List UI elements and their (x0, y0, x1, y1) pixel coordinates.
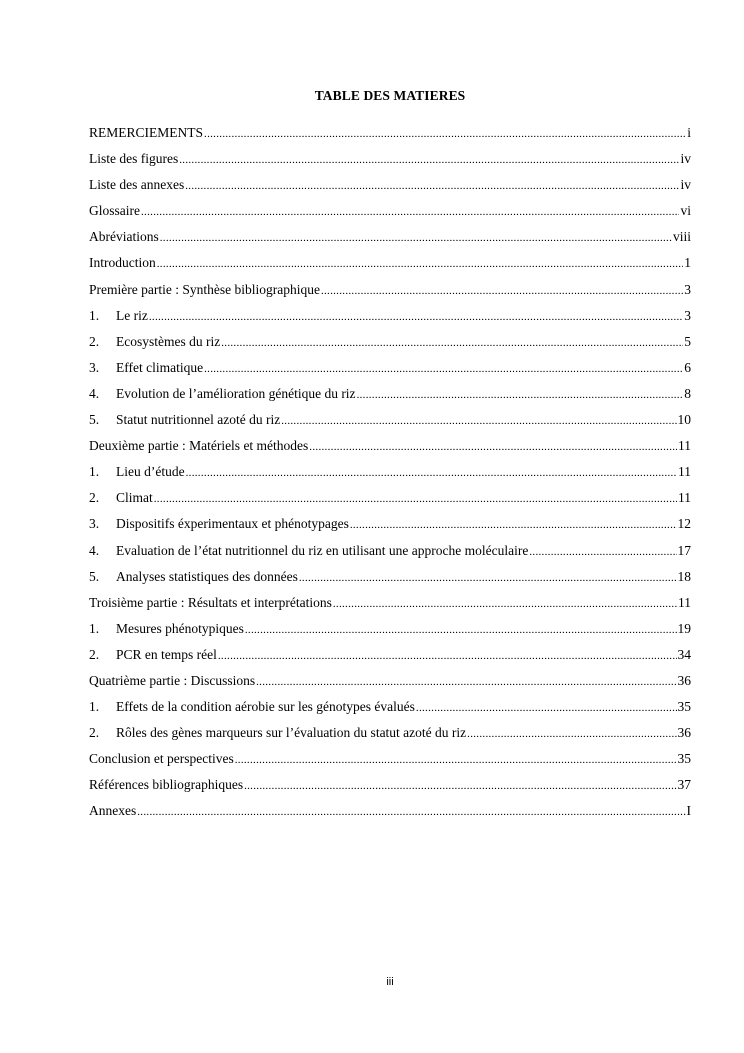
toc-entry-number: 5. (89, 568, 100, 584)
toc-entry-number: 1. (89, 307, 100, 323)
dot-leader (416, 699, 677, 717)
toc-entry-number: 2. (89, 490, 100, 506)
toc-entry-number: 2. (89, 646, 100, 662)
dot-leader (245, 621, 677, 639)
toc-entry-page: 17 (677, 542, 691, 558)
toc-entry-deuxieme-partie[interactable] (89, 437, 691, 463)
toc-entry-label: PCR en temps réel (116, 646, 217, 662)
toc-entry-page: 11 (678, 438, 691, 454)
page-title: TABLE DES MATIERES (314, 88, 466, 103)
toc-entry-abreviations[interactable] (89, 228, 691, 254)
toc-entry-number: 2. (89, 333, 100, 349)
dot-leader (350, 516, 677, 534)
toc-entry-conclusion[interactable] (89, 750, 691, 776)
toc-entry-page: 3 (684, 281, 691, 297)
dot-leader (218, 647, 677, 665)
dot-leader (321, 282, 683, 300)
dot-leader (529, 543, 676, 561)
toc-entry-page: 35 (677, 751, 691, 767)
toc-entry-page: 12 (677, 516, 691, 532)
dot-leader (137, 803, 685, 821)
toc-entry-label: Statut nutritionnel azoté du riz (116, 412, 281, 428)
toc-entry-dispositifs[interactable] (89, 515, 691, 541)
dot-leader (281, 412, 676, 430)
dot-leader (244, 777, 676, 795)
dot-leader (185, 177, 679, 195)
toc-entry-number: 4. (89, 542, 100, 558)
toc-entry-evolution[interactable] (89, 385, 691, 411)
toc-entry-label: Rôles des gènes marqueurs sur l’évaluation du statut azoté du riz (116, 725, 467, 741)
dot-leader (141, 203, 679, 221)
toc-entry-label: Liste des figures (89, 151, 179, 167)
toc-entry-label: Références bibliographiques (89, 777, 244, 793)
toc-entry-liste-annexes[interactable] (89, 176, 691, 202)
toc-entry-label: Première partie : Synthèse bibliographique (89, 281, 320, 297)
toc-entry-label: Abréviations (89, 229, 159, 245)
toc-entry-troisieme-partie[interactable] (89, 594, 691, 620)
toc-entry-page: iv (680, 177, 691, 193)
toc-entry-number: 5. (89, 412, 100, 428)
dot-leader (149, 308, 683, 326)
toc-entry-number: 4. (89, 385, 100, 401)
toc-entry-page: 3 (684, 307, 691, 323)
dot-leader (179, 151, 679, 169)
toc-entry-label: Analyses statistiques des données (116, 568, 298, 584)
toc-entry-evaluation-etat[interactable] (89, 542, 691, 568)
toc-entry-label: Conclusion et perspectives (89, 751, 234, 767)
toc-entry-page: 6 (684, 359, 691, 375)
toc-entry-climat[interactable] (89, 489, 691, 515)
toc-entry-number: 1. (89, 699, 100, 715)
toc-entry-page: 36 (677, 725, 691, 741)
toc-entry-label: Evolution de l’amélioration génétique du riz (116, 385, 356, 401)
toc-entry-number: 2. (89, 725, 100, 741)
toc-entry-label: Mesures phénotypiques (116, 620, 244, 636)
toc-entry-page: 34 (677, 646, 691, 662)
toc-entry-effets-condition[interactable] (89, 698, 691, 724)
toc-entry-number: 3. (89, 359, 100, 375)
toc-entry-roles-genes[interactable] (89, 724, 691, 750)
dot-leader (256, 673, 676, 691)
toc-entry-page: vi (680, 203, 691, 219)
toc-entry-label: Introduction (89, 255, 156, 271)
toc-entry-mesures-phenotypiques[interactable] (89, 620, 691, 646)
toc-entry-pcr[interactable] (89, 646, 691, 672)
toc-entry-page: 10 (677, 412, 691, 428)
toc-entry-annexes[interactable] (89, 802, 691, 828)
toc-entry-remerciements[interactable] (89, 124, 691, 150)
toc-entry-le-riz[interactable] (89, 307, 691, 333)
toc-entry-label: Effets de la condition aérobie sur les génotypes évalués (116, 699, 415, 715)
toc-entry-introduction[interactable] (89, 254, 691, 280)
toc-entry-label: Climat (116, 490, 153, 506)
toc-entry-statut-nutritionnel[interactable] (89, 411, 691, 437)
toc-entry-label: Effet climatique (116, 359, 204, 375)
toc-entry-number: 1. (89, 620, 100, 636)
toc-entry-number: 3. (89, 516, 100, 532)
toc-entry-label: REMERCIEMENTS (89, 125, 204, 140)
dot-leader (186, 464, 677, 482)
table-of-contents (89, 124, 691, 829)
page-number: iii (386, 976, 394, 988)
toc-entry-page: 37 (677, 777, 691, 793)
toc-entry-label: Le riz (116, 307, 148, 323)
toc-entry-label: Ecosystèmes du riz (116, 333, 221, 349)
toc-entry-references[interactable] (89, 776, 691, 802)
toc-entry-page: 11 (678, 464, 691, 480)
dot-leader (333, 595, 677, 613)
dot-leader (221, 334, 683, 352)
toc-entry-page: I (686, 803, 691, 819)
toc-entry-label: Glossaire (89, 203, 140, 219)
toc-entry-number: 1. (89, 464, 100, 480)
dot-leader (309, 438, 677, 456)
toc-entry-effet-climatique[interactable] (89, 359, 691, 385)
toc-entry-liste-figures[interactable] (89, 150, 691, 176)
toc-entry-analyses-statistiques[interactable] (89, 568, 691, 594)
toc-entry-premiere-partie[interactable] (89, 281, 691, 307)
toc-entry-label: Deuxième partie : Matériels et méthodes (89, 438, 309, 454)
toc-entry-label: Troisième partie : Résultats et interprétations (89, 594, 332, 610)
toc-entry-page: 18 (677, 568, 691, 584)
toc-entry-lieu-etude[interactable] (89, 463, 691, 489)
dot-leader (357, 386, 684, 404)
dot-leader (204, 360, 683, 378)
toc-entry-page: 8 (684, 385, 691, 401)
toc-entry-page: 19 (677, 620, 691, 636)
toc-entry-label: Quatrième partie : Discussions (89, 672, 256, 688)
toc-entry-page: 11 (678, 594, 691, 610)
toc-entry-glossaire[interactable] (89, 202, 691, 228)
toc-entry-label: Dispositifs éxperimentaux et phénotypages (116, 516, 349, 532)
dot-leader (467, 725, 676, 743)
toc-entry-label: Evaluation de l’état nutritionnel du riz en utilisant une approche moléculaire (116, 542, 529, 558)
toc-entry-page: 36 (677, 672, 691, 688)
toc-entry-page: i (687, 125, 691, 140)
toc-entry-ecosystemes[interactable] (89, 333, 691, 359)
dot-leader (299, 569, 677, 587)
toc-entry-page: viii (672, 229, 691, 245)
toc-entry-label: Liste des annexes (89, 177, 185, 193)
toc-entry-page: 1 (684, 255, 691, 271)
toc-entry-page: 11 (678, 490, 691, 506)
toc-entry-quatrieme-partie[interactable] (89, 672, 691, 698)
dot-leader (154, 490, 677, 508)
dot-leader (157, 255, 684, 273)
toc-entry-page: 5 (684, 333, 691, 349)
toc-entry-page: iv (680, 151, 691, 167)
toc-entry-page: 35 (677, 699, 691, 715)
toc-entry-label: Annexes (89, 803, 137, 819)
dot-leader (204, 125, 686, 143)
toc-entry-label: Lieu d’étude (116, 464, 185, 480)
dot-leader (235, 751, 677, 769)
dot-leader (160, 229, 672, 247)
